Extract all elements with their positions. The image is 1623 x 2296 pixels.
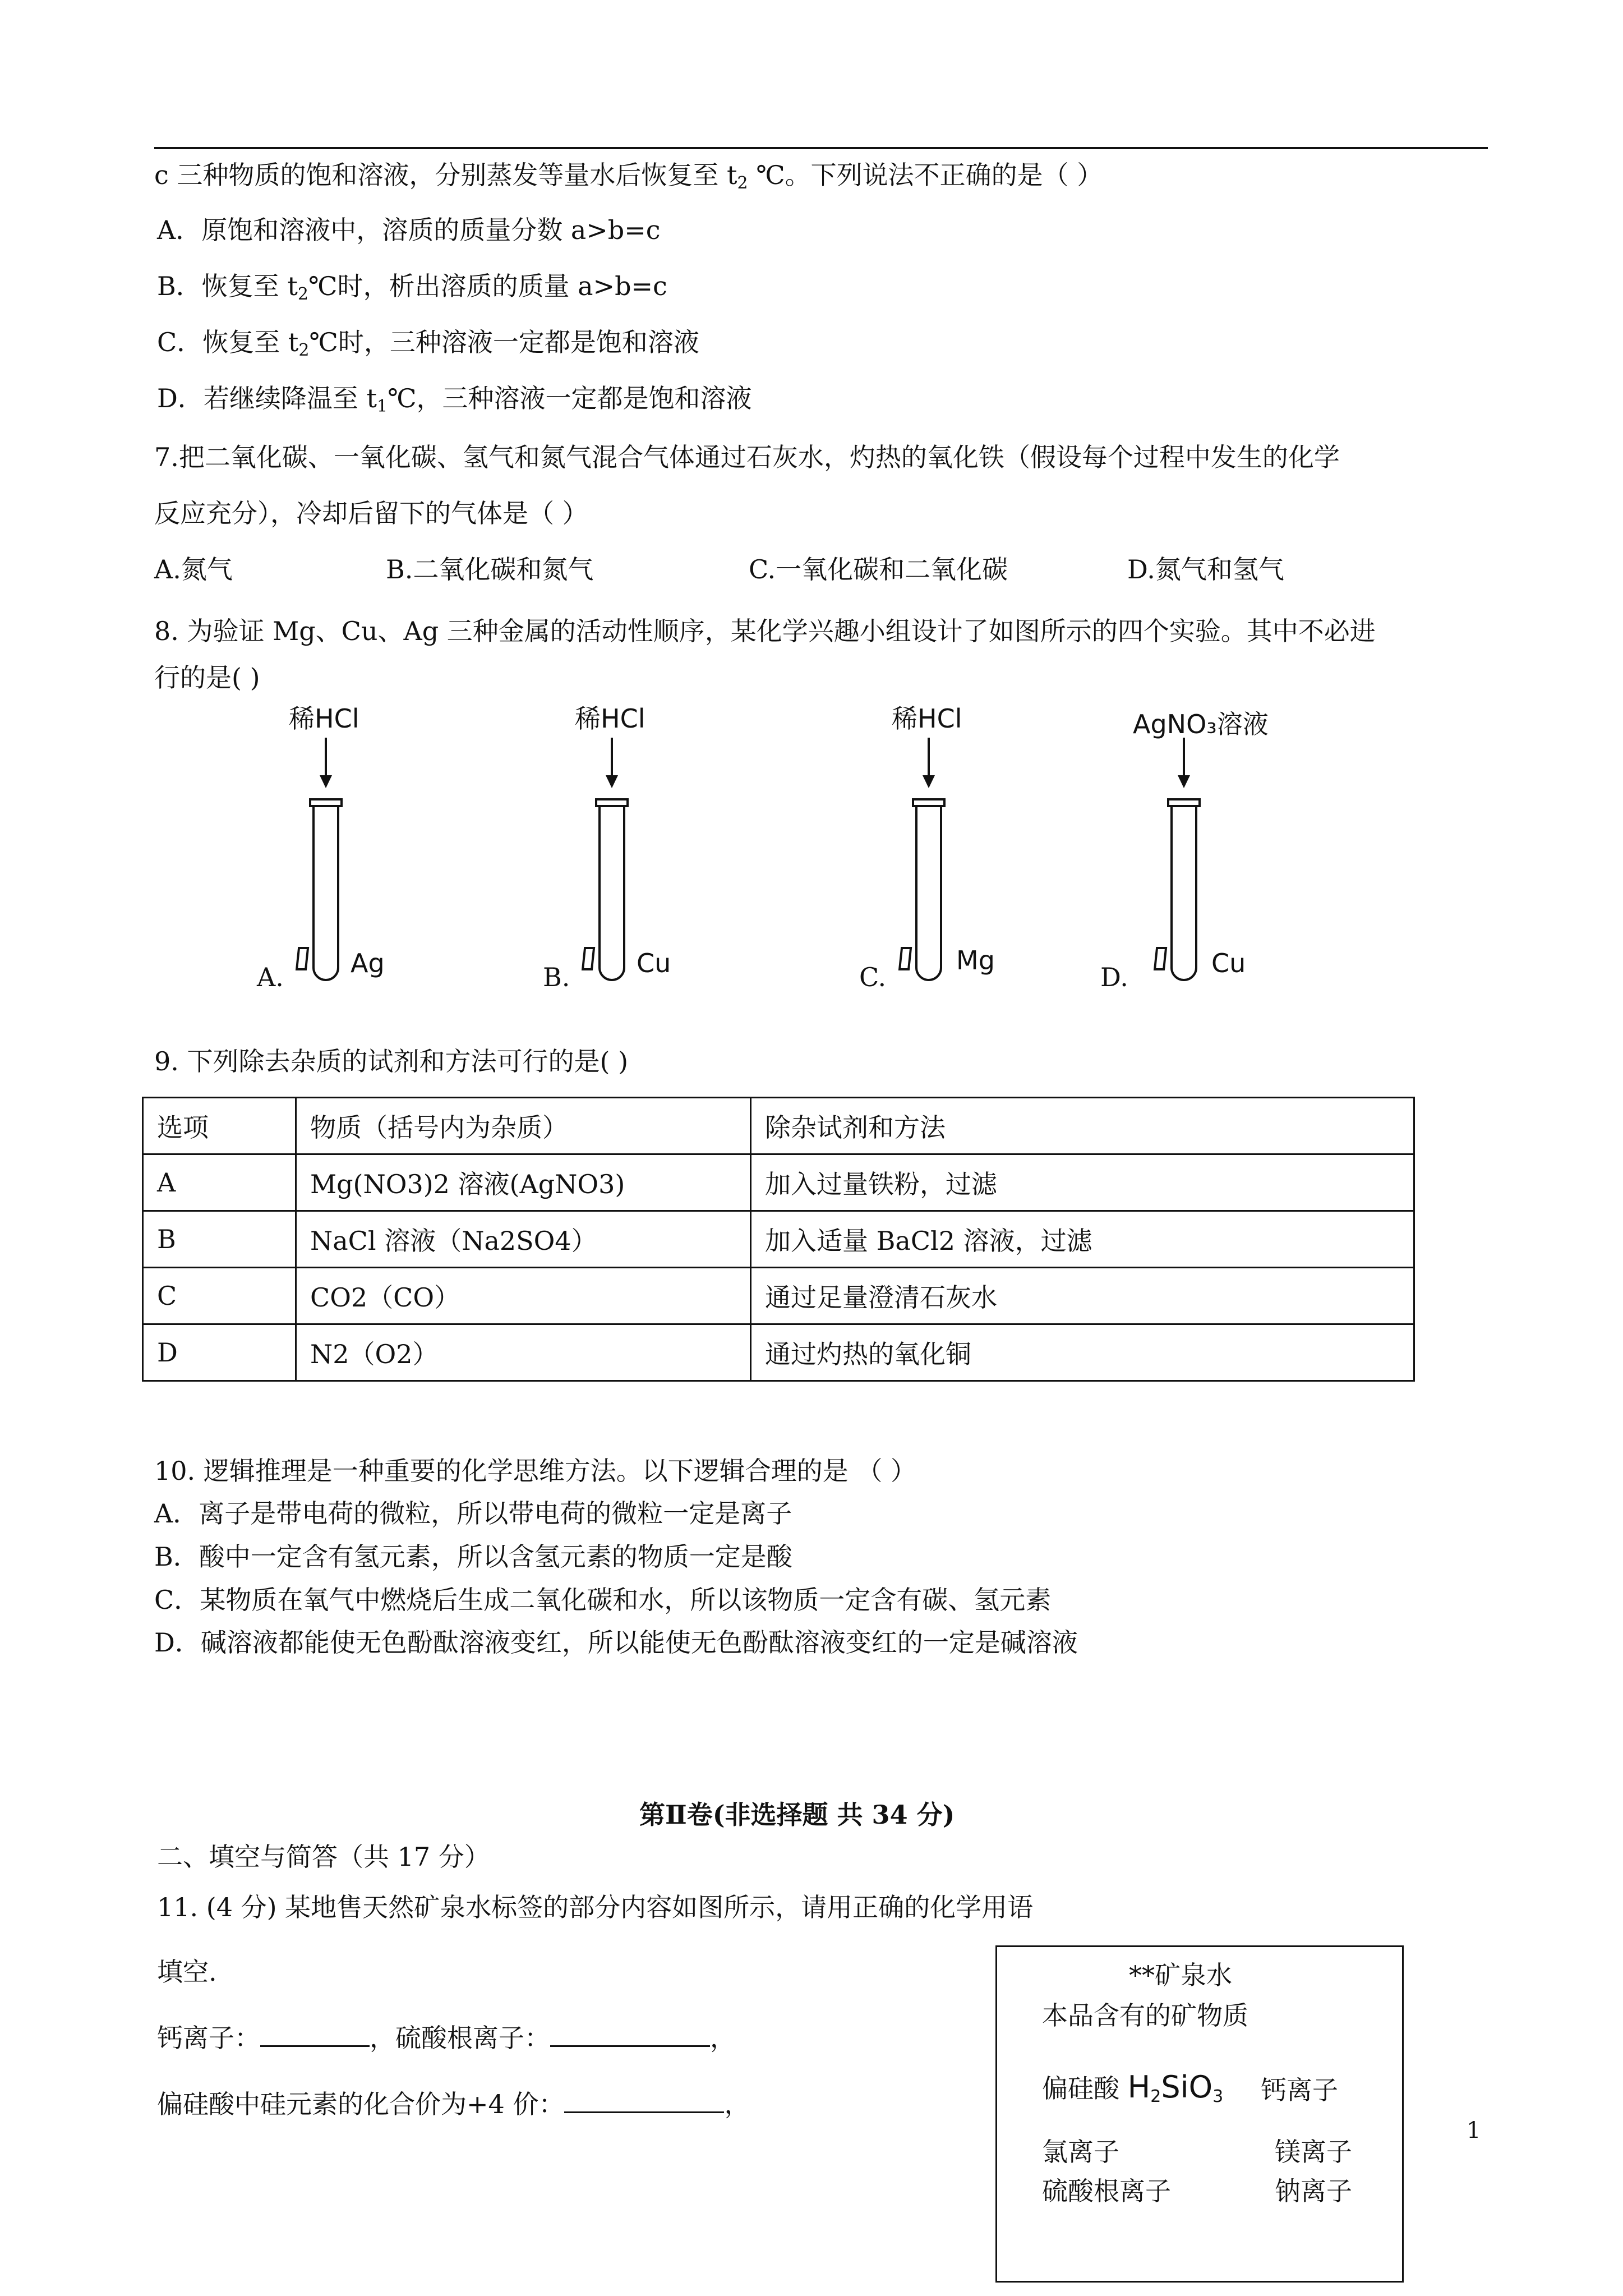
q7-stem-line1: 7.把二氧化碳、一氧化碳、氢气和氮气混合气体通过石灰水，灼热的氧化铁（假设每个过程中发生的化学 (154, 442, 1340, 472)
q6-option-a: A．原饱和溶液中，溶质的质量分数 a>b=c (157, 215, 661, 245)
tube-c-reagent: 稀HCl (892, 703, 962, 734)
q11-blank-line2: 偏硅酸中硅元素的化合价为+4 价： ， (157, 2086, 750, 2121)
answer-blank[interactable] (260, 2019, 370, 2047)
header-method: 除杂试剂和方法 (751, 1098, 1414, 1154)
table-cell: D (143, 1324, 296, 1381)
label-calcium: 钙离子 (1261, 2075, 1338, 2105)
table-cell: A (143, 1154, 296, 1211)
q6-option-c: C．恢复至 $t_2℃$时，三种溶液一定都是饱和溶液 (157, 327, 699, 360)
q10-stem: 10. 逻辑推理是一种重要的化学思维方法。以下逻辑合理的是 （ ） (154, 1456, 917, 1486)
tube-d-option: D. (1100, 962, 1128, 992)
page-number: 1 (1467, 2118, 1481, 2143)
label-chloride: 氯离子 (1042, 2137, 1119, 2167)
q11-stem-line2: 填空. (157, 1957, 217, 1987)
header-rule (154, 147, 1488, 149)
table-header-row (143, 1098, 1414, 1154)
q10-option-b: B．酸中一定含有氢元素，所以含氢元素的物质一定是酸 (154, 1542, 792, 1572)
q7-option-a: A.氮气 (154, 554, 233, 585)
q6-option-d: D．若继续降温至 $t_1℃$，三种溶液一定都是饱和溶液 (157, 383, 752, 416)
table-row (143, 1154, 1414, 1211)
table-row (143, 1268, 1414, 1324)
table-row (143, 1324, 1414, 1381)
q8-stem-line1: 8. 为验证 Mg、Cu、Ag 三种金属的活动性顺序，某化学兴趣小组设计了如图所示的四个实验。其中不必进 (154, 616, 1376, 646)
tube-a-metal: Ag (351, 948, 385, 978)
tube-d-metal: Cu (1211, 948, 1246, 978)
table-cell: 通过足量澄清石灰水 (751, 1268, 1414, 1324)
mineral-water-label (995, 1945, 1404, 2283)
tube-b-option: B. (543, 962, 570, 992)
table-cell: 加入适量 BaCl2 溶液，过滤 (751, 1211, 1414, 1268)
table-cell: N2（O2） (296, 1324, 751, 1381)
table-cell: NaCl 溶液（Na2SO4） (296, 1211, 751, 1268)
table-cell: 加入过量铁粉，过滤 (751, 1154, 1414, 1211)
tube-a-option: A. (257, 962, 284, 992)
label-subtitle: 本品含有的矿物质 (1042, 2000, 1248, 2031)
q9-stem: 9. 下列除去杂质的试剂和方法可行的是( ) (154, 1046, 629, 1076)
q11-stem-line1: 11. (4 分) 某地售天然矿泉水标签的部分内容如图所示，请用正确的化学用语 (157, 1892, 1034, 1922)
q9-table (142, 1097, 1415, 1382)
tube-c-option: C. (859, 962, 887, 992)
q7-option-c: C.一氧化碳和二氧化碳 (749, 554, 1008, 585)
label-acid: 偏硅酸 $H_2SiO_3$ (1042, 2069, 1224, 2106)
q10-option-c: C．某物质在氧气中燃烧后生成二氧化碳和水，所以该物质一定含有碳、氢元素 (154, 1585, 1052, 1615)
table-cell: Mg(NO3)2 溶液(AgNO3) (296, 1154, 751, 1211)
label-sulfate: 硫酸根离子 (1042, 2176, 1171, 2206)
answer-blank[interactable] (564, 2086, 724, 2113)
answer-blank[interactable] (550, 2019, 710, 2047)
q8-stem-line2: 行的是( ) (154, 662, 260, 693)
tube-b-reagent: 稀HCl (575, 703, 645, 734)
label-sodium: 钠离子 (1275, 2176, 1352, 2206)
q7-stem-line2: 反应充分），冷却后留下的气体是（ ） (154, 498, 588, 528)
q6-stem: c 三种物质的饱和溶液，分别蒸发等量水后恢复至 $t_2$ ℃。下列说法不正确的是（ ） (154, 160, 1103, 193)
label-title: **矿泉水 (1129, 1960, 1232, 1990)
q6-option-b: B．恢复至 $t_2℃$时，析出溶质的质量 a>b=c (157, 271, 667, 304)
tube-a-reagent: 稀HCl (289, 703, 359, 734)
q10-option-a: A．离子是带电荷的微粒，所以带电荷的微粒一定是离子 (154, 1498, 792, 1529)
section-part-heading: 二、填空与简答（共 17 分） (157, 1842, 490, 1872)
table-cell: 通过灼热的氧化铜 (751, 1324, 1414, 1381)
tube-d-reagent: AgNO₃溶液 (1133, 709, 1269, 739)
table-row (143, 1211, 1414, 1268)
table-cell: B (143, 1211, 296, 1268)
header-option: 选项 (143, 1098, 296, 1154)
label-magnesium: 镁离子 (1275, 2137, 1352, 2167)
q7-option-d: D.氮气和氢气 (1127, 554, 1284, 585)
table-cell: C (143, 1268, 296, 1324)
tube-b-metal: Cu (637, 948, 671, 978)
q11-blank-line1: 钙离子： ，硫酸根离子： ， (157, 2019, 736, 2055)
table-cell: CO2（CO） (296, 1268, 751, 1324)
tube-c-metal: Mg (956, 945, 995, 976)
q7-option-b: B.二氧化碳和氮气 (386, 554, 594, 585)
section-title: 第Ⅱ卷(非选择题 共 34 分) (639, 1800, 955, 1830)
header-substance: 物质（括号内为杂质） (296, 1098, 751, 1154)
q10-option-d: D．碱溶液都能使无色酚酞溶液变红，所以能使无色酚酞溶液变红的一定是碱溶液 (154, 1627, 1078, 1658)
